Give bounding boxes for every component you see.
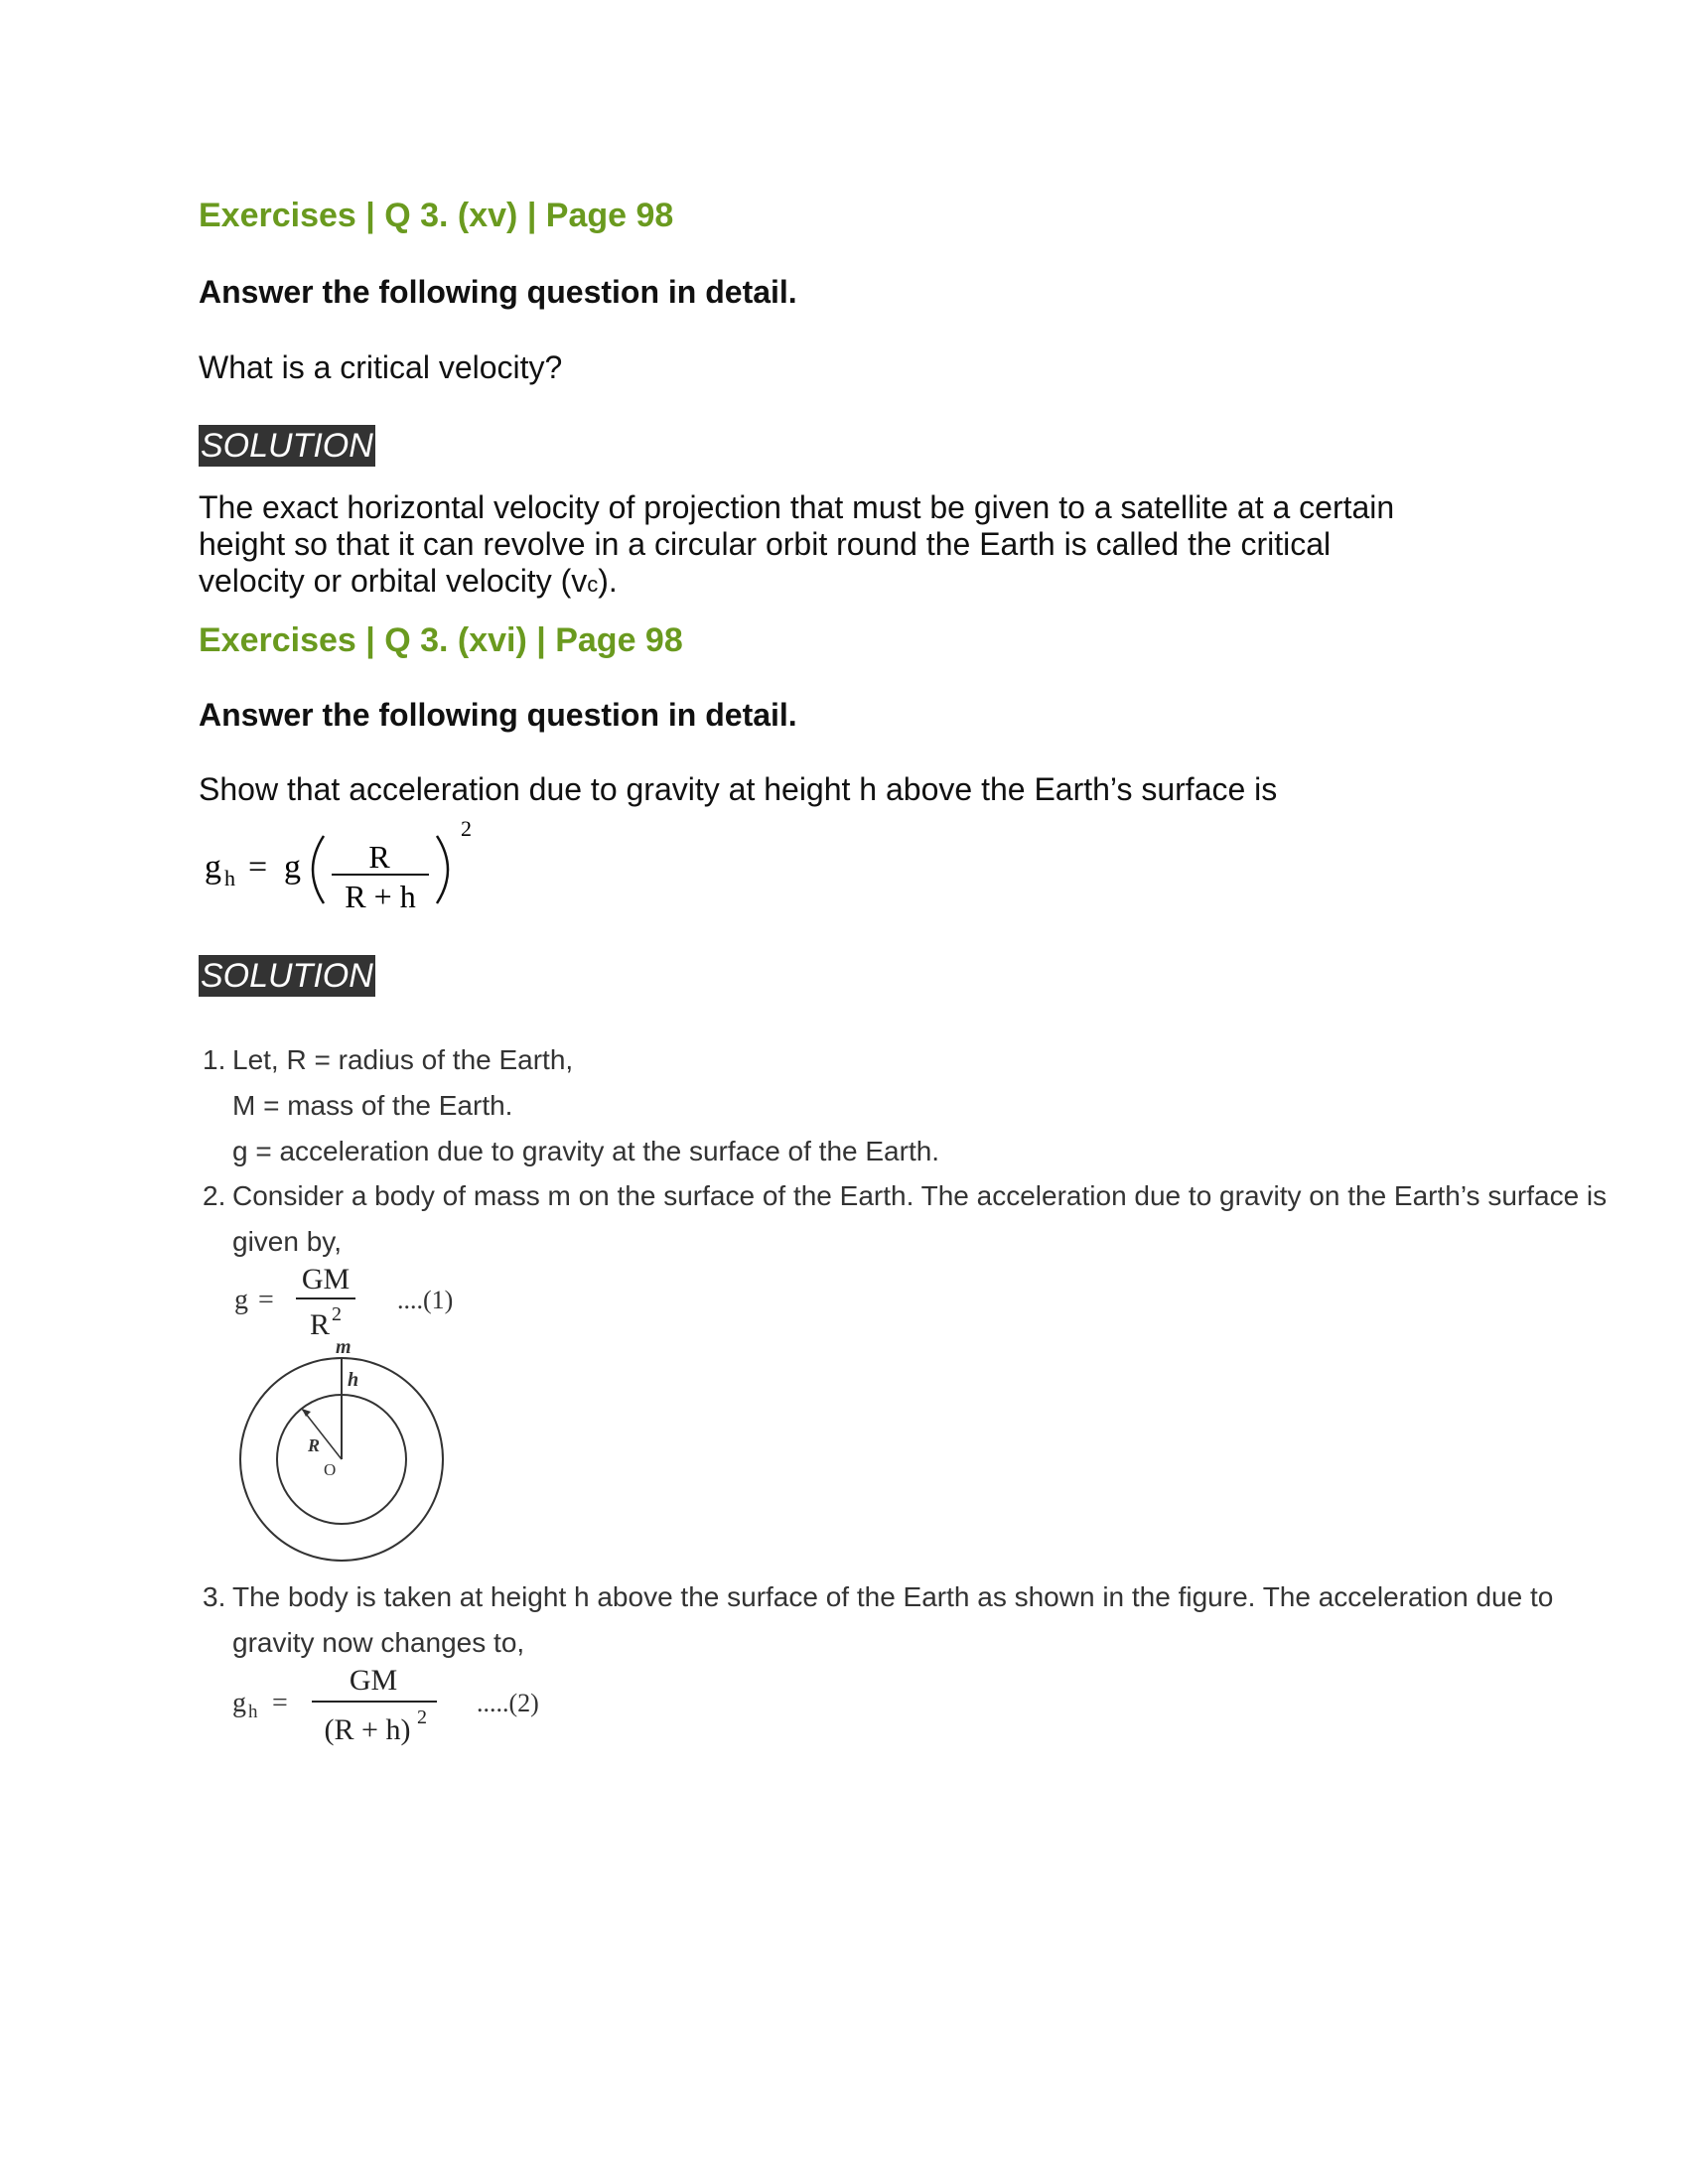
- formula-numerator: R: [368, 839, 390, 875]
- figure-label-O: O: [324, 1460, 337, 1479]
- eq2-lhs-sub: h: [248, 1702, 258, 1722]
- step-1-line-2: M = mass of the Earth.: [232, 1090, 513, 1121]
- formula-exponent: 2: [461, 816, 472, 841]
- formula-g: g: [284, 849, 301, 886]
- formula-eq: =: [248, 849, 268, 886]
- answer-1-end: ).: [598, 563, 618, 599]
- eq2-lhs: g: [232, 1688, 246, 1718]
- eq2-den-exponent: 2: [417, 1706, 427, 1728]
- solution-badge-2: SOLUTION: [201, 957, 373, 995]
- solution-badge-1: SOLUTION: [201, 427, 373, 465]
- answer-1-line-1: The exact horizontal velocity of projection that must be given to a satellite at a certain: [199, 489, 1395, 525]
- step-1-number: 1.: [203, 1044, 226, 1075]
- formula-denominator: R + h: [345, 879, 416, 914]
- step-3-number: 3.: [203, 1581, 226, 1612]
- formula-lhs: g: [205, 849, 221, 886]
- step-1-line-1: Let, R = radius of the Earth,: [232, 1044, 574, 1075]
- step-3-line-2: gravity now changes to,: [232, 1627, 525, 1658]
- eq1-den-exponent: 2: [332, 1303, 342, 1325]
- step-2-line-2: given by,: [232, 1226, 342, 1257]
- question-2: Show that acceleration due to gravity at height h above the Earth’s surface is: [199, 771, 1278, 807]
- equation-1: [228, 1259, 487, 1340]
- question-1: What is a critical velocity?: [199, 349, 563, 385]
- answer-1-subscript: c: [587, 572, 599, 597]
- eq1-numerator: GM: [301, 1263, 351, 1296]
- figure-label-m: m: [336, 1336, 352, 1358]
- exercise-heading-1: Exercises | Q 3. (xv) | Page 98: [199, 197, 674, 234]
- step-1-line-3: g = acceleration due to gravity at the surface of the Earth.: [232, 1136, 940, 1166]
- eq2-numerator: GM: [349, 1664, 398, 1697]
- formula-left-paren: [313, 836, 324, 903]
- eq1-tag: ....(1): [397, 1286, 454, 1314]
- eq1-denominator: R: [309, 1308, 331, 1340]
- eq1-lhs: g: [234, 1285, 248, 1315]
- formula-right-paren: [437, 836, 448, 903]
- earth-height-figure: [228, 1335, 457, 1569]
- step-2-line-1: Consider a body of mass m on the surface of the Earth. The acceleration due to gravity on the Earth’s surface is: [232, 1180, 1608, 1211]
- instruction-1: Answer the following question in detail.: [199, 274, 797, 310]
- equation-2: [228, 1660, 566, 1747]
- figure-label-h: h: [348, 1369, 359, 1391]
- step-2-number: 2.: [203, 1180, 226, 1211]
- step-3-line-1: The body is taken at height h above the surface of the Earth as shown in the figure. The acceleration due to: [232, 1581, 1554, 1612]
- answer-1-line-3-text: velocity or orbital velocity (v: [199, 563, 588, 599]
- eq2-denominator: (R + h): [324, 1713, 411, 1746]
- formula-lhs-sub: h: [224, 866, 235, 890]
- exercise-heading-2: Exercises | Q 3. (xvi) | Page 98: [199, 621, 683, 659]
- question-formula: [199, 812, 487, 921]
- eq2-eq: =: [272, 1688, 288, 1718]
- answer-1-line-3: [199, 562, 618, 604]
- figure-label-R: R: [308, 1435, 321, 1455]
- instruction-2: Answer the following question in detail.: [199, 697, 797, 733]
- radius-arrowhead: [302, 1409, 311, 1417]
- eq2-tag: .....(2): [477, 1689, 539, 1717]
- eq1-eq: =: [258, 1285, 274, 1315]
- answer-1-line-2: height so that it can revolve in a circular orbit round the Earth is called the critical: [199, 526, 1332, 562]
